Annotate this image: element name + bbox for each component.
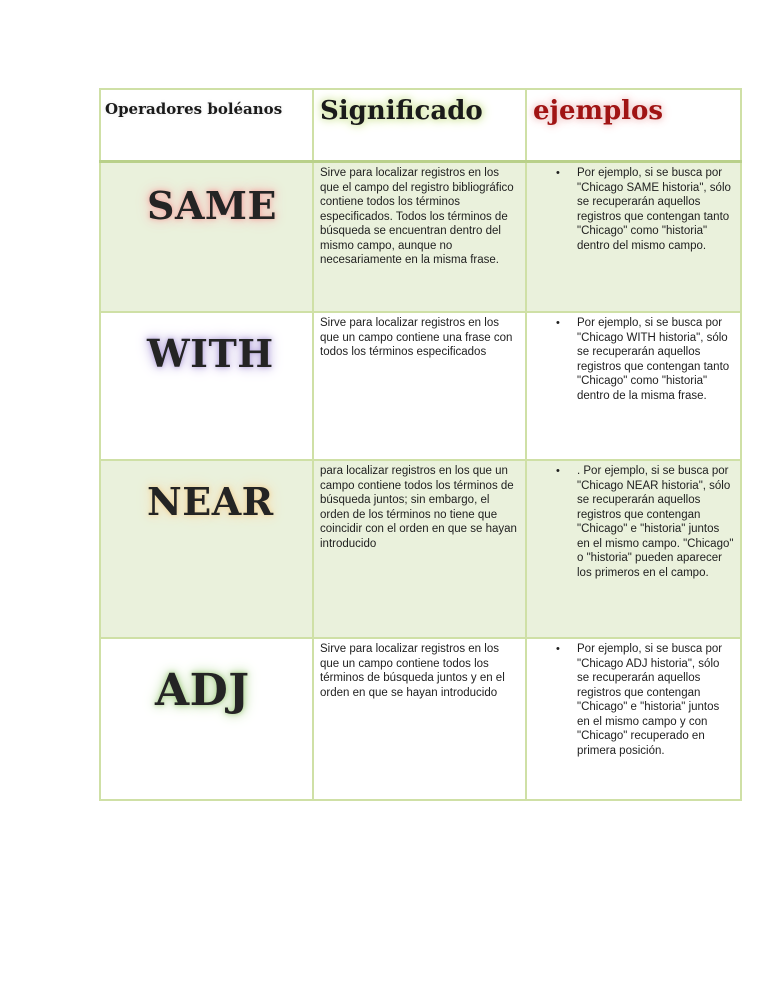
bullet-icon: • — [556, 167, 560, 179]
header-cell-meaning — [313, 89, 526, 162]
bullet-icon: • — [556, 465, 560, 477]
table-row — [100, 460, 741, 638]
meaning-text: Sirve para localizar registros en los que el campo del registro bibliográfico contiene todos los términos especificados. Todos los términos de búsqueda se encuentran dentro del mismo campo, aunque no necesariamente en la misma frase. — [320, 167, 514, 266]
table-row — [100, 312, 741, 460]
meaning-cell — [313, 312, 526, 460]
example-item — [527, 461, 740, 580]
operator-adj: ADJ — [155, 665, 250, 716]
example-cell — [526, 460, 741, 638]
table-header-row — [100, 89, 741, 162]
boolean-operators-table — [99, 88, 742, 801]
example-text: Por ejemplo, si se busca por "Chicago ADJ historia", sólo se recuperarán aquellos registros que contengan "Chicago" e "historia" juntos en el mismo campo y con "Chicago" recuperado en primera posición. — [577, 643, 723, 757]
meaning-cell — [313, 460, 526, 638]
example-item — [527, 313, 740, 403]
header-cell-operators — [100, 89, 313, 162]
operator-same: SAME — [147, 183, 277, 228]
meaning-cell — [313, 162, 526, 313]
example-item — [527, 639, 740, 758]
bullet-icon: • — [556, 643, 560, 655]
header-examples: ejemplos — [533, 96, 664, 126]
bullet-icon: • — [556, 317, 560, 329]
header-cell-examples — [526, 89, 741, 162]
example-text: . Por ejemplo, si se busca por "Chicago NEAR historia", sólo se recuperarán aquellos registros que contengan "Chicago" e "historia" juntos en el mismo campo. "Chicago" o "historia" pueden aparecer los primeros en el campo. — [577, 465, 734, 579]
meaning-text: Sirve para localizar registros en los que un campo contiene una frase con todos los términos especificados — [320, 317, 513, 358]
example-item — [527, 163, 740, 253]
example-text: Por ejemplo, si se busca por "Chicago SAME historia", sólo se recuperarán aquellos registros que contengan tanto "Chicago" como "historia" dentro del mismo campo. — [577, 167, 731, 252]
operator-cell — [100, 460, 313, 638]
table-row — [100, 638, 741, 800]
meaning-text: Sirve para localizar registros en los que un campo contiene todos los términos de búsqueda juntos y en el orden en que se hayan introducido — [320, 643, 505, 699]
operator-near: NEAR — [147, 479, 274, 524]
meaning-text: para localizar registros en los que un campo contiene todos los términos de búsqueda juntos; sin embargo, el orden de los términos no tiene que coincidir con el orden en que se hayan introducido — [320, 465, 517, 550]
meaning-cell — [313, 638, 526, 800]
example-cell — [526, 162, 741, 313]
example-text: Por ejemplo, si se busca por "Chicago WITH historia", sólo se recuperarán aquellos registros que contengan tanto "Chicago" como "historia" dentro de la misma frase. — [577, 317, 730, 402]
example-cell — [526, 638, 741, 800]
operator-cell — [100, 312, 313, 460]
header-meaning: Significado — [320, 96, 483, 126]
operator-cell — [100, 638, 313, 800]
table-row — [100, 162, 741, 313]
operator-with: WITH — [147, 331, 274, 376]
example-cell — [526, 312, 741, 460]
operator-cell — [100, 162, 313, 313]
header-operators: Operadores boléanos — [105, 100, 283, 118]
